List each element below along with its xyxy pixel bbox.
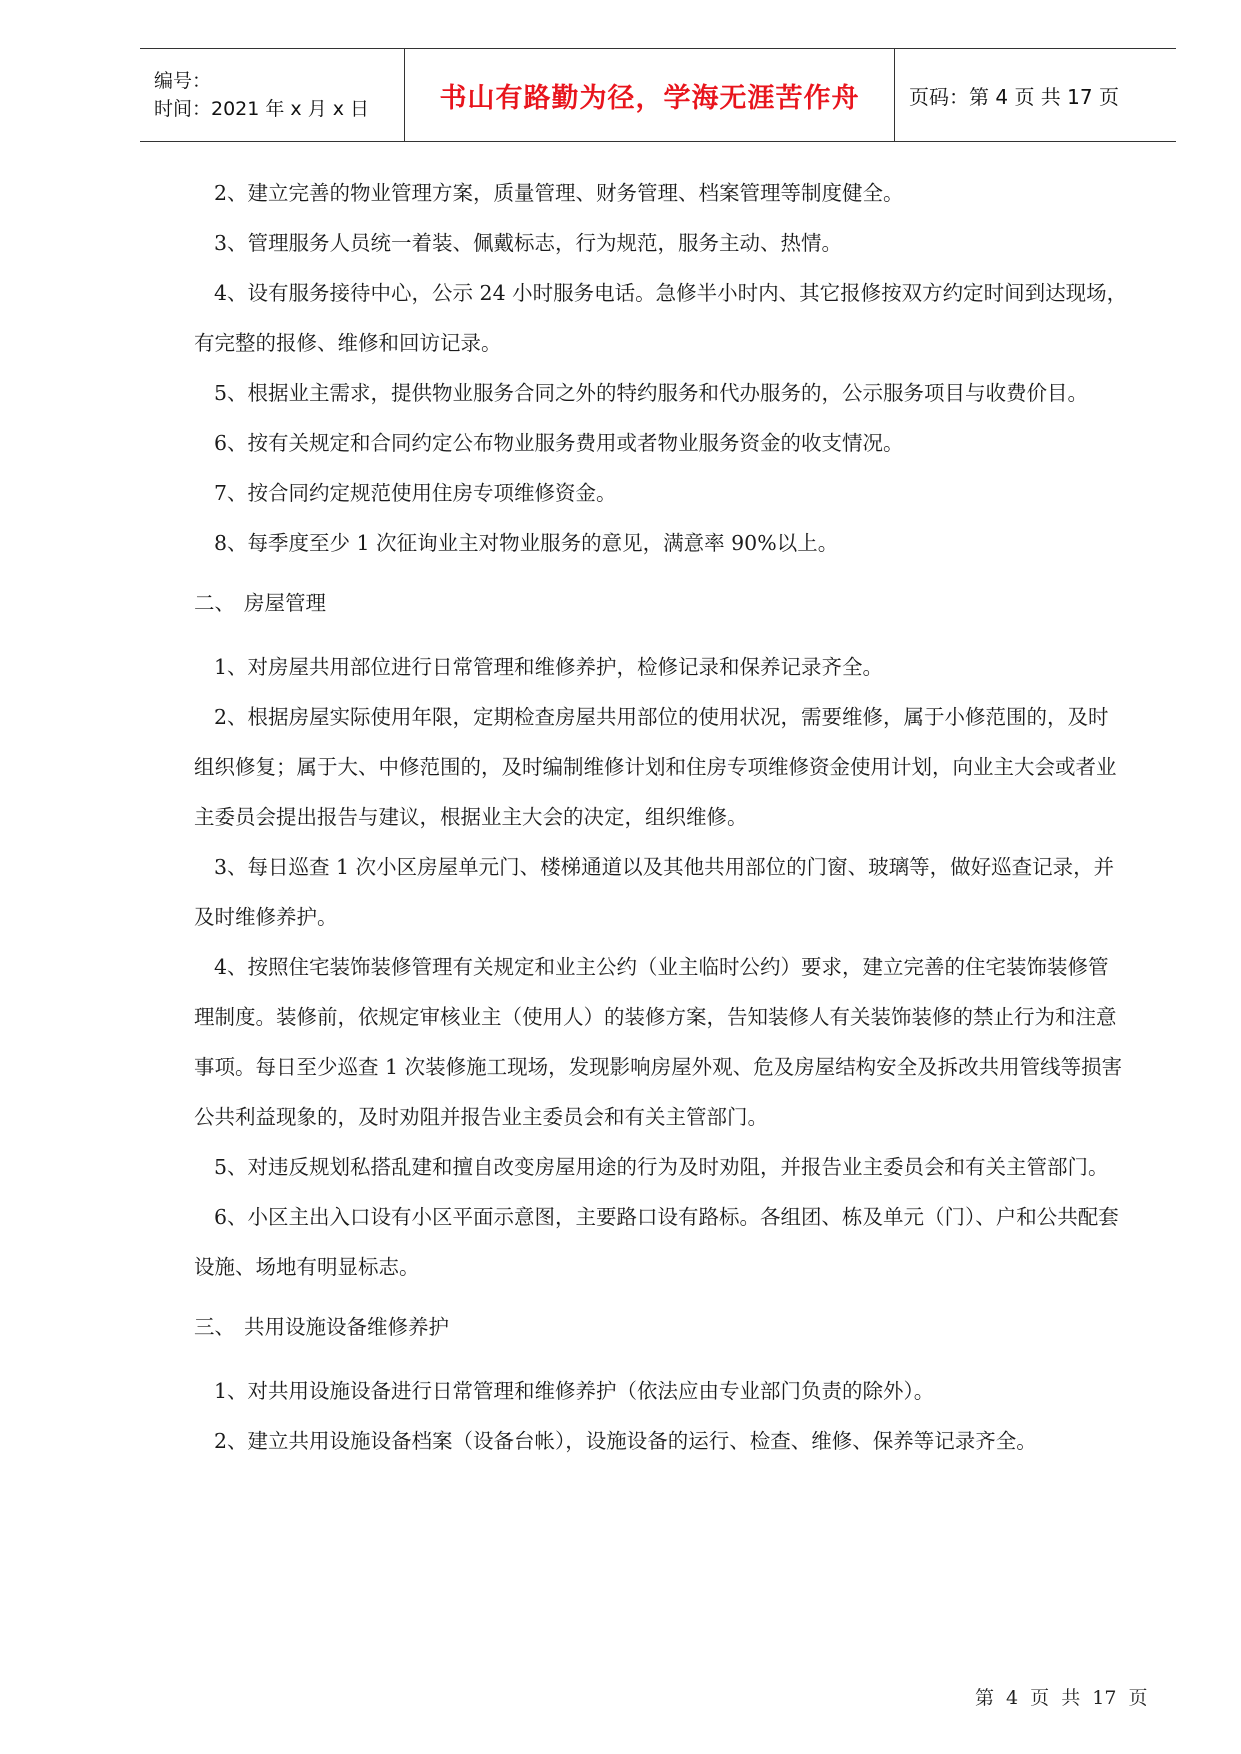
section-number: 三、 — [194, 1315, 235, 1339]
header-motto-cell — [405, 49, 895, 141]
paragraph: 2、建立完善的物业管理方案，质量管理、财务管理、档案管理等制度健全。 — [214, 181, 904, 205]
page-footer: 第 4 页 共 17 页 — [975, 1687, 1148, 1709]
paragraph: 1、对房屋共用部位进行日常管理和维修养护，检修记录和保养记录齐全。 — [214, 655, 884, 679]
paragraph: 5、对违反规划私搭乱建和擅自改变房屋用途的行为及时劝阻，并报告业主委员会和有关主管部门。 — [214, 1155, 1109, 1179]
paragraph: 4、设有服务接待中心，公示 24 小时服务电话。急修半小时内、其它报修按双方约定时间到达现场，有完整的报修、维修和回访记录。 — [194, 281, 1128, 355]
paragraph: 8、每季度至少 1 次征询业主对物业服务的意见，满意率 90%以上。 — [214, 531, 839, 555]
page-header — [140, 48, 1176, 142]
header-meta — [140, 49, 405, 141]
header-page-label: 页码：第 4 页 共 17 页 — [909, 84, 1119, 109]
motto-text: 书山有路勤为径，学海无涯苦作舟 — [439, 82, 860, 114]
time-label: 时间：2021 年 x 月 x 日 — [154, 98, 370, 120]
section-title: 房屋管理 — [244, 591, 326, 615]
header-page-cell — [895, 49, 1176, 141]
section-number: 二、 — [194, 591, 235, 615]
paragraph: 2、建立共用设施设备档案（设备台帐），设施设备的运行、检查、维修、保养等记录齐全。 — [214, 1429, 1037, 1453]
paragraph: 3、每日巡查 1 次小区房屋单元门、楼梯通道以及其他共用部位的门窗、玻璃等，做好巡查记录，并及时维修养护。 — [194, 855, 1115, 929]
code-label: 编号： — [154, 70, 212, 92]
paragraph: 6、按有关规定和合同约定公布物业服务费用或者物业服务资金的收支情况。 — [214, 431, 904, 455]
paragraph: 2、根据房屋实际使用年限，定期检查房屋共用部位的使用状况，需要维修，属于小修范围的，及时组织修复；属于大、中修范围的，及时编制维修计划和住房专项维修资金使用计划，向业主大会或者业主委员会提出报告与建议，根据业主大会的决定，组织维修。 — [194, 705, 1117, 829]
section-heading-house — [194, 578, 1128, 628]
paragraph: 1、对共用设施设备进行日常管理和维修养护（依法应由专业部门负责的除外）。 — [214, 1379, 935, 1403]
paragraph: 4、按照住宅装饰装修管理有关规定和业主公约（业主临时公约）要求，建立完善的住宅装饰装修管理制度。装修前，依规定审核业主（使用人）的装修方案，告知装修人有关装饰装修的禁止行为和注意事项。每日至少巡查 1 次装修施工现场，发现影响房屋外观、危及房屋结构安全及拆改共用管线等损害公共利益现象的，及时劝阻并报告业主委员会和有关主管部门。 — [194, 955, 1123, 1129]
paragraph: 7、按合同约定规范使用住房专项维修资金。 — [214, 481, 617, 505]
section-title: 共用设施设备维修养护 — [244, 1315, 449, 1339]
paragraph: 6、小区主出入口设有小区平面示意图，主要路口设有路标。各组团、栋及单元（门）、户和公共配套设施、场地有明显标志。 — [194, 1205, 1119, 1279]
paragraph: 5、根据业主需求，提供物业服务合同之外的特约服务和代办服务的，公示服务项目与收费价目。 — [214, 381, 1089, 405]
paragraph: 3、管理服务人员统一着装、佩戴标志，行为规范，服务主动、热情。 — [214, 231, 843, 255]
section-heading-facilities — [194, 1302, 1128, 1352]
document-body — [194, 168, 1128, 1466]
